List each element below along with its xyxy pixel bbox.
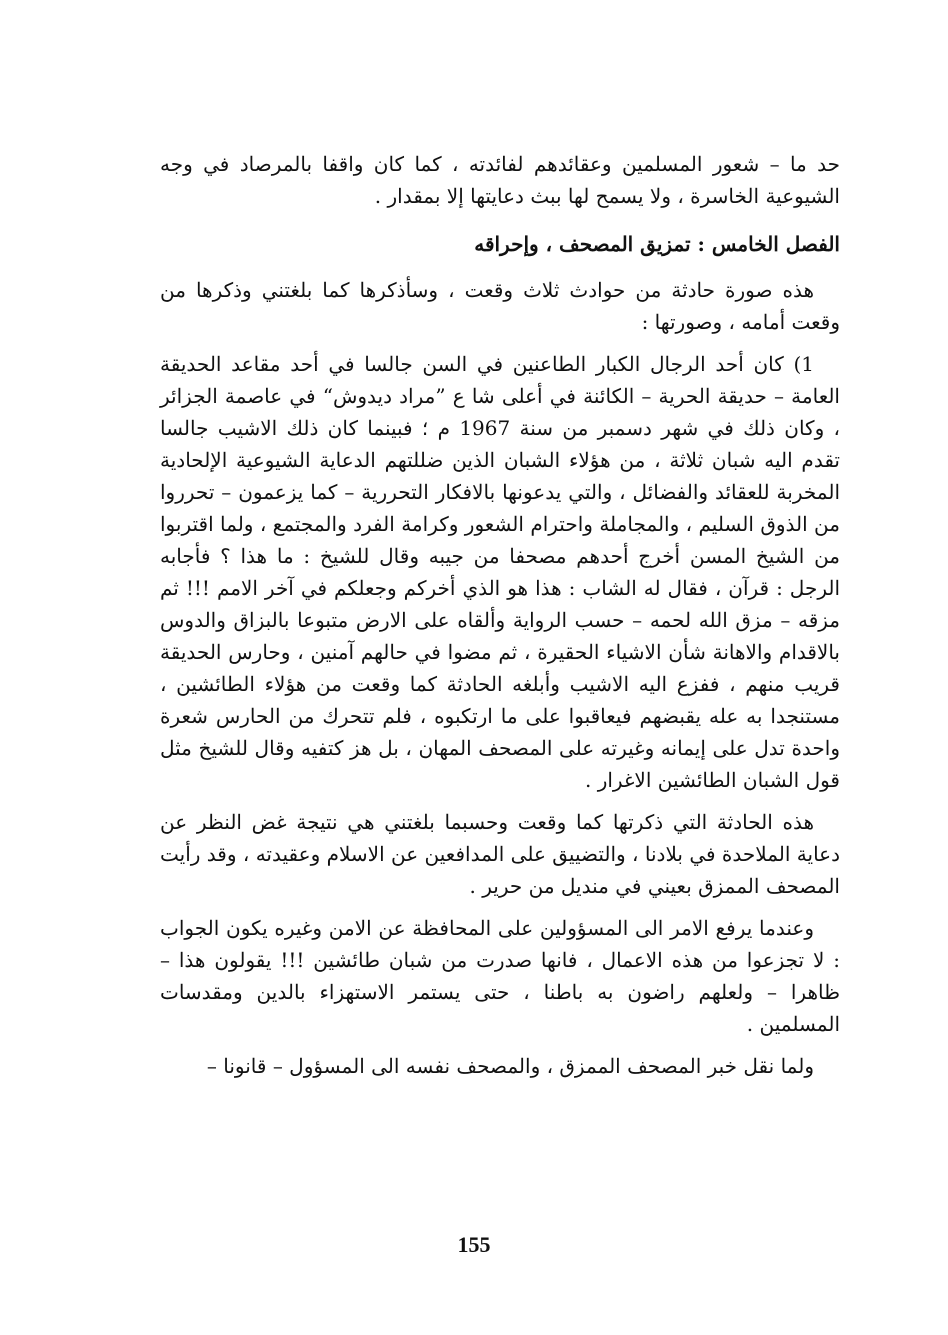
paragraph-officials-response: وعندما يرفع الامر الى المسؤولين على المحافظة عن الامن وغيره يكون الجواب : لا تجزعوا من هذه الاعمال ، فانها صدرت من شبان طائشين !!! يقولون هذا – ظاهرا – ولعلهم راضون به باطنا ، حتى يستمر الاستهزاء بالدين ومقدسات المسلمين . [160,916,840,1036]
paragraph-consequence: هذه الحادثة التي ذكرتها كما وقعت وحسبما بلغتني هي نتيجة غض النظر عن دعاية الملاحدة في بلادنا ، والتضييق على المدافعين عن الاسلام وعقيدته ، وقد رأيت المصحف الممزق بعيني في منديل من حرير . [160,810,840,898]
paragraph-final: ولما نقل خبر المصحف الممزق ، والمصحف نفسه الى المسؤول – قانونا – [206,1054,814,1078]
paragraph-intro: هذه صورة حادثة من حوادث ثلاث وقعت ، وسأذكرها كما بلغتني وذكرها من وقعت أمامه ، وصورتها : [160,278,840,334]
paragraph-incident-1: 1) كان أحد الرجال الكبار الطاعنين في السن جالسا في أحد مقاعد الحديقة العامة – حديقة الحرية – الكائنة في أعلى شا ع ”مراد ديدوش“ في عاصمة الجزائر ، وكان ذلك في شهر دسمبر من سنة 1967 م ؛ فبينما كان ذلك الاشيب جالسا تقدم اليه شبان ثلاثة ، من هؤلاء الشبان الذين ضللتهم الدعاية الشيوعية الإلحادية المخربة للعقائد والفضائل ، والتي يدعونها بالافكار التحررية – كما يزعمون – تحرروا من الذوق السليم ، والمجاملة واحترام الشعور وكرامة الفرد والمجتمع ، ولما اقتربوا من الشيخ المسن أخرج أحدهم مصحفا من جيبه وقال للشيخ : ما هذا ؟ فأجابه الرجل : قرآن ، فقال له الشاب : هذا هو الذي أخركم وجعلكم في آخر الامم !!! ثم مزقه – مزق الله لحمه – حسب الرواية وألقاه على الارض متبوعا بالبزاق والدوس بالاقدام والاهانة شأن الاشياء الحقيرة ، ثم مضوا في حالهم آمنين ، وحارس الحديقة قريب منهم ، ففزع اليه الاشيب وأبلغه الحادثة كما وقعت من هؤلاء الطائشين ، مستنجدا به عله يقبضهم فيعاقبوا على ما ارتكبوه ، فلم تتحرك من الحارس شعرة واحدة تدل على إيمانه وغيرته على المصحف المهان ، بل هز كتفيه وقال للشيخ مثل قول الشبان الطائشين الاغرار . [160,352,841,792]
paragraph-continuation: حد ما – شعور المسلمين وعقائدهم لفائدته ، كما كان واقفا بالمرصاد في وجه الشيوعية الخاسرة ، ولا يسمح لها ببث دعايتها إلا بمقدار . [160,152,840,208]
page-body [160,148,840,1082]
page-number: 155 [457,1232,491,1257]
chapter-heading: الفصل الخامس : تمزيق المصحف ، وإحراقه [474,232,840,256]
